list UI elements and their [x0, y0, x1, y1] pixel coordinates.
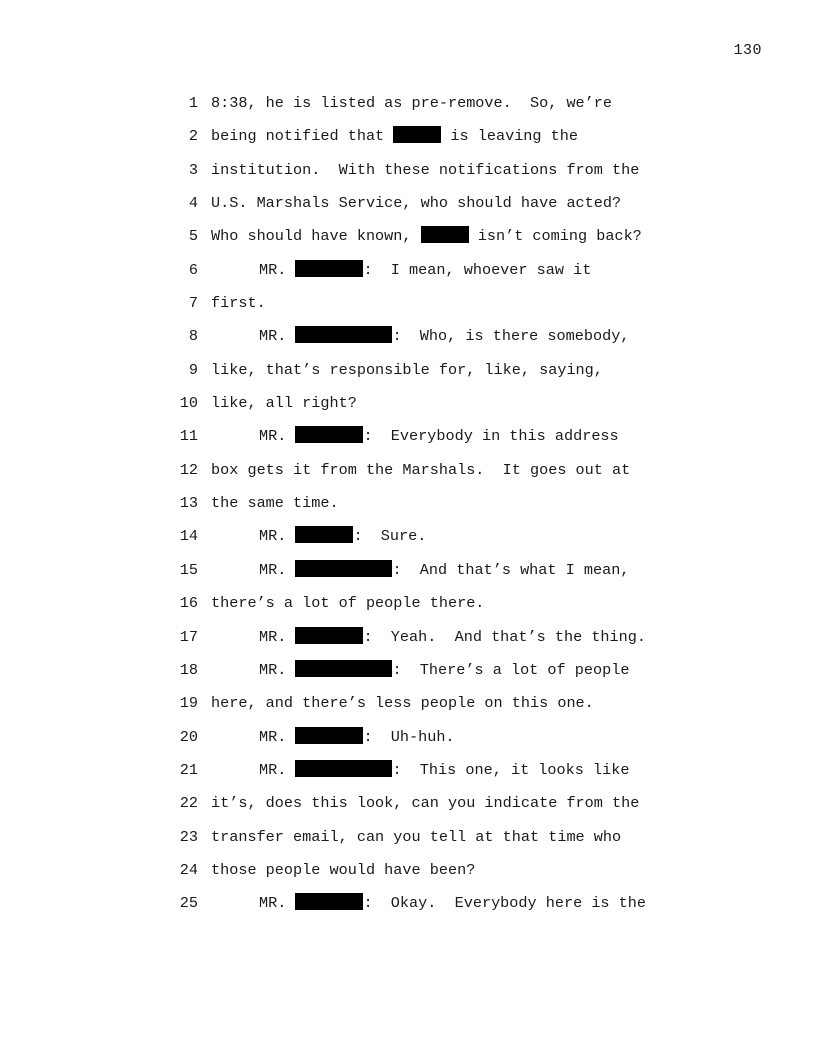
text-segment: MR.	[259, 894, 296, 913]
redaction-box	[295, 260, 363, 277]
line-text	[259, 758, 629, 782]
text-segment: MR.	[259, 560, 296, 579]
line-number: 12	[179, 460, 198, 479]
transcript-body	[0, 91, 816, 925]
text-segment: Who should have known,	[211, 227, 421, 246]
line-number: 6	[188, 260, 198, 279]
redaction-box	[295, 560, 392, 577]
line-text	[211, 391, 357, 415]
line-number: 25	[179, 894, 198, 913]
redaction-box	[295, 627, 363, 644]
transcript-line	[0, 591, 816, 624]
text-segment: here, and there’s less people on this one.	[211, 694, 594, 713]
line-text	[259, 524, 426, 548]
text-segment: isn’t coming back?	[468, 227, 642, 246]
text-segment: first.	[211, 294, 266, 313]
redaction-box	[421, 226, 469, 243]
transcript-line	[0, 558, 816, 591]
text-segment: : I mean, whoever saw it	[363, 260, 592, 279]
text-segment: : And that’s what I mean,	[392, 560, 630, 579]
line-text	[211, 124, 578, 148]
redaction-box	[393, 126, 441, 143]
text-segment: like, all right?	[211, 394, 357, 413]
transcript-line	[0, 758, 816, 791]
text-segment: : Yeah. And that’s the thing.	[363, 627, 647, 646]
line-text	[211, 458, 630, 482]
line-number: 11	[179, 427, 198, 446]
text-segment: MR.	[259, 627, 296, 646]
line-number: 4	[188, 194, 198, 213]
transcript-line	[0, 324, 816, 357]
line-number: 10	[179, 394, 198, 413]
line-number: 3	[188, 160, 198, 179]
line-number: 18	[179, 660, 198, 679]
line-text	[211, 691, 594, 715]
transcript-line	[0, 91, 816, 124]
line-number: 9	[188, 360, 198, 379]
page-number: 130	[733, 42, 762, 59]
text-segment: being notified that	[211, 127, 394, 146]
transcript-line	[0, 124, 816, 157]
line-number: 19	[179, 694, 198, 713]
line-number: 21	[179, 760, 198, 779]
line-text	[211, 491, 339, 515]
line-number: 15	[179, 560, 198, 579]
text-segment: MR.	[259, 327, 296, 346]
text-segment: MR.	[259, 427, 296, 446]
line-text	[211, 358, 603, 382]
text-segment: U.S. Marshals Service, who should have acted?	[211, 194, 622, 213]
transcript-line	[0, 258, 816, 291]
line-number: 13	[179, 494, 198, 513]
transcript-line	[0, 725, 816, 758]
text-segment: transfer email, can you tell at that time who	[211, 827, 622, 846]
line-text	[211, 825, 621, 849]
text-segment: : There’s a lot of people	[392, 660, 630, 679]
line-number: 1	[188, 94, 198, 112]
transcript-line	[0, 625, 816, 658]
transcript-line	[0, 858, 816, 891]
line-text	[211, 591, 484, 615]
text-segment: : Who, is there somebody,	[392, 327, 630, 346]
line-number: 16	[179, 594, 198, 613]
text-segment: : Everybody in this address	[363, 427, 619, 446]
text-segment: the same time.	[211, 494, 339, 513]
text-segment: MR.	[259, 527, 296, 546]
line-number: 8	[188, 327, 198, 346]
transcript-line	[0, 658, 816, 691]
transcript-line	[0, 458, 816, 491]
text-segment: box gets it from the Marshals. It goes out at	[211, 460, 631, 479]
text-segment: : Sure.	[353, 527, 427, 546]
transcript-line	[0, 524, 816, 557]
line-text	[259, 625, 646, 649]
line-text	[211, 791, 639, 815]
transcript-line	[0, 825, 816, 858]
line-number: 5	[188, 227, 198, 246]
line-text	[211, 224, 642, 248]
line-number: 22	[179, 794, 198, 813]
line-text	[259, 658, 629, 682]
text-segment: 8:38, he is listed as pre-remove. So, we’re	[211, 94, 613, 112]
transcript-line	[0, 224, 816, 257]
line-number: 14	[179, 527, 198, 546]
transcript-line	[0, 291, 816, 324]
line-text	[211, 158, 639, 182]
transcript-line	[0, 391, 816, 424]
line-number: 24	[179, 860, 198, 879]
transcript-line	[0, 491, 816, 524]
text-segment: MR.	[259, 760, 296, 779]
redaction-box	[295, 893, 363, 910]
transcript-line	[0, 691, 816, 724]
line-number: 7	[188, 294, 198, 313]
redaction-box	[295, 727, 363, 744]
text-segment: those people would have been?	[211, 860, 476, 879]
text-segment: : Okay. Everybody here is the	[363, 894, 647, 913]
line-text	[211, 191, 621, 215]
line-text	[211, 91, 612, 115]
transcript-line	[0, 791, 816, 824]
transcript-line	[0, 424, 816, 457]
line-text	[259, 424, 619, 448]
redaction-box	[295, 426, 363, 443]
transcript-line	[0, 158, 816, 191]
redaction-box	[295, 660, 392, 677]
text-segment: : This one, it looks like	[392, 760, 630, 779]
line-number: 23	[179, 827, 198, 846]
transcript-line	[0, 191, 816, 224]
redaction-box	[295, 760, 392, 777]
text-segment: it’s, does this look, can you indicate from the	[211, 794, 640, 813]
line-text	[259, 725, 455, 749]
text-segment: MR.	[259, 260, 296, 279]
text-segment: there’s a lot of people there.	[211, 594, 485, 613]
line-text	[259, 324, 629, 348]
line-text	[211, 858, 475, 882]
line-number: 20	[179, 727, 198, 746]
line-number: 2	[188, 127, 198, 146]
text-segment: is leaving the	[441, 127, 578, 146]
line-text	[259, 558, 629, 582]
text-segment: MR.	[259, 727, 296, 746]
text-segment: MR.	[259, 660, 296, 679]
text-segment: institution. With these notifications from the	[211, 160, 640, 179]
line-text	[259, 258, 591, 282]
line-text	[211, 291, 266, 315]
transcript-line	[0, 891, 816, 924]
redaction-box	[295, 526, 353, 543]
line-number: 17	[179, 627, 198, 646]
redaction-box	[295, 326, 392, 343]
line-text	[259, 891, 646, 915]
text-segment: like, that’s responsible for, like, saying,	[211, 360, 603, 379]
transcript-line	[0, 358, 816, 391]
text-segment: : Uh-huh.	[363, 727, 455, 746]
